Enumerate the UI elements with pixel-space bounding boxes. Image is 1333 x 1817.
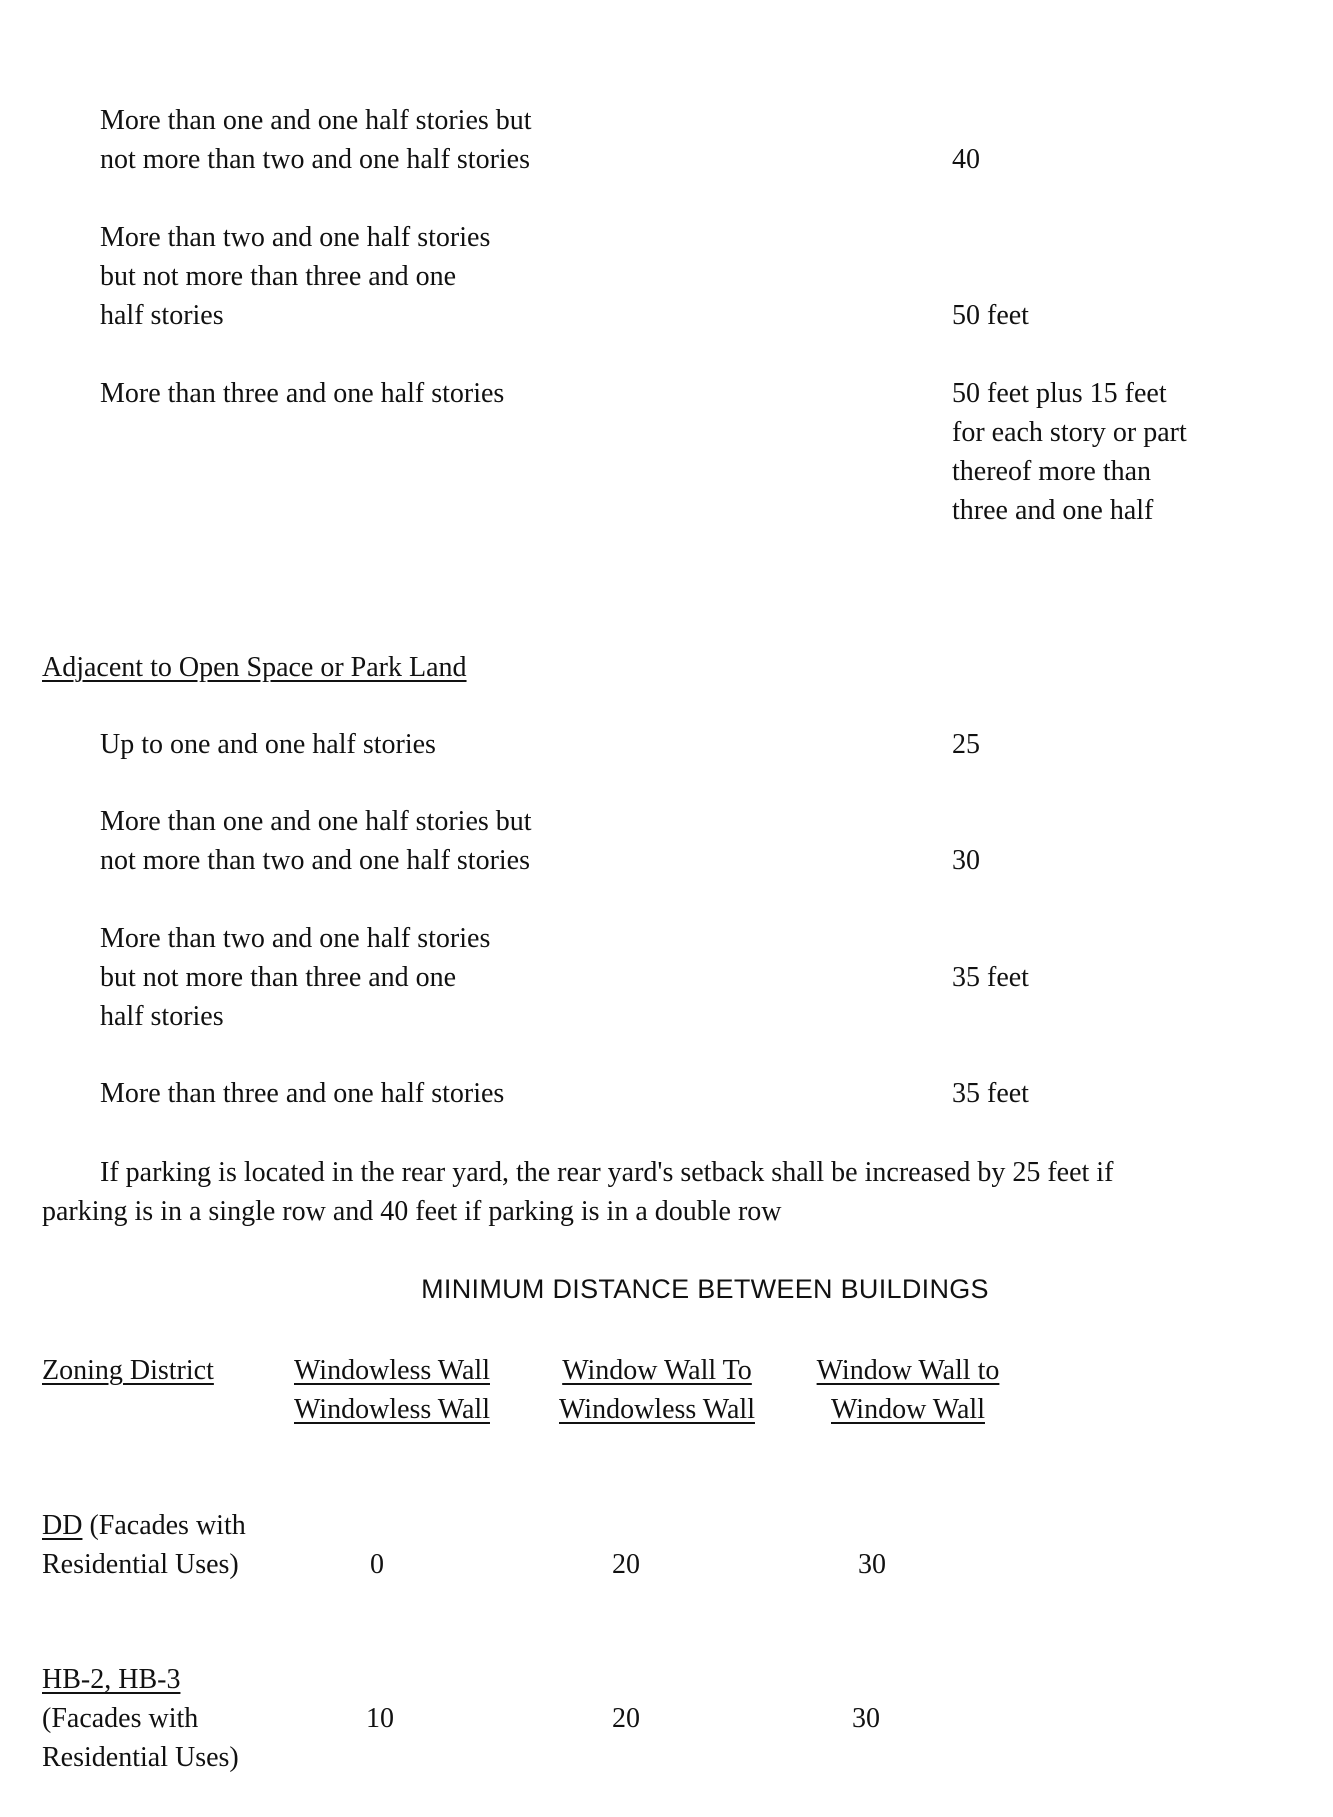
setback-row-value: 50 feet	[952, 300, 1029, 331]
section-heading: Adjacent to Open Space or Park Land	[42, 652, 467, 683]
setback-row-desc: More than two and one half stories but not more than three and one half stories	[100, 923, 491, 1032]
setback-row-value: 30	[952, 845, 980, 876]
setback-row-value: 40	[952, 144, 980, 175]
district-note: (Facades with Residential Uses)	[42, 1510, 246, 1580]
setback-row-value: 35 feet	[952, 1078, 1029, 1109]
table-cell: 10	[366, 1703, 394, 1734]
setback-row-desc: More than three and one half stories	[100, 1078, 505, 1109]
table-title: MINIMUM DISTANCE BETWEEN BUILDINGS	[421, 1274, 989, 1304]
setback-row-desc: More than one and one half stories but not more than two and one half stories	[100, 105, 532, 175]
parking-note: If parking is located in the rear yard, the rear yard's setback shall be increased by 25 feet if parking is in a single row and 40 feet if parking is in a double row	[42, 1157, 1114, 1227]
column-header-window-window: Window Wall to Window Wall	[816, 1355, 1000, 1425]
setback-row-desc: More than three and one half stories	[100, 378, 505, 409]
table-cell: 20	[612, 1549, 640, 1580]
setback-row-desc: Up to one and one half stories	[100, 729, 436, 760]
table-cell: 30	[852, 1703, 880, 1734]
table-cell: 30	[858, 1549, 886, 1580]
setback-row-desc: More than one and one half stories but not more than two and one half stories	[100, 806, 532, 876]
table-cell: 20	[612, 1703, 640, 1734]
district-code: HB-2, HB-3	[42, 1664, 181, 1695]
setback-row-value: 25	[952, 729, 980, 760]
zoning-district-cell	[42, 1506, 246, 1584]
setback-row-value: 50 feet plus 15 feet for each story or part thereof more than three and one half	[952, 378, 1187, 526]
district-note: (Facades with Residential Uses)	[42, 1703, 239, 1773]
column-header-zoning-district: Zoning District	[42, 1355, 214, 1386]
column-header-window-windowless: Window Wall To Windowless Wall	[559, 1355, 755, 1425]
district-code: DD	[42, 1510, 83, 1541]
column-header-windowless-windowless: Windowless Wall Windowless Wall	[294, 1355, 490, 1425]
table-cell: 0	[370, 1549, 384, 1580]
setback-row-desc: More than two and one half stories but not more than three and one half stories	[100, 222, 491, 331]
setback-row-value: 35 feet	[952, 962, 1029, 993]
